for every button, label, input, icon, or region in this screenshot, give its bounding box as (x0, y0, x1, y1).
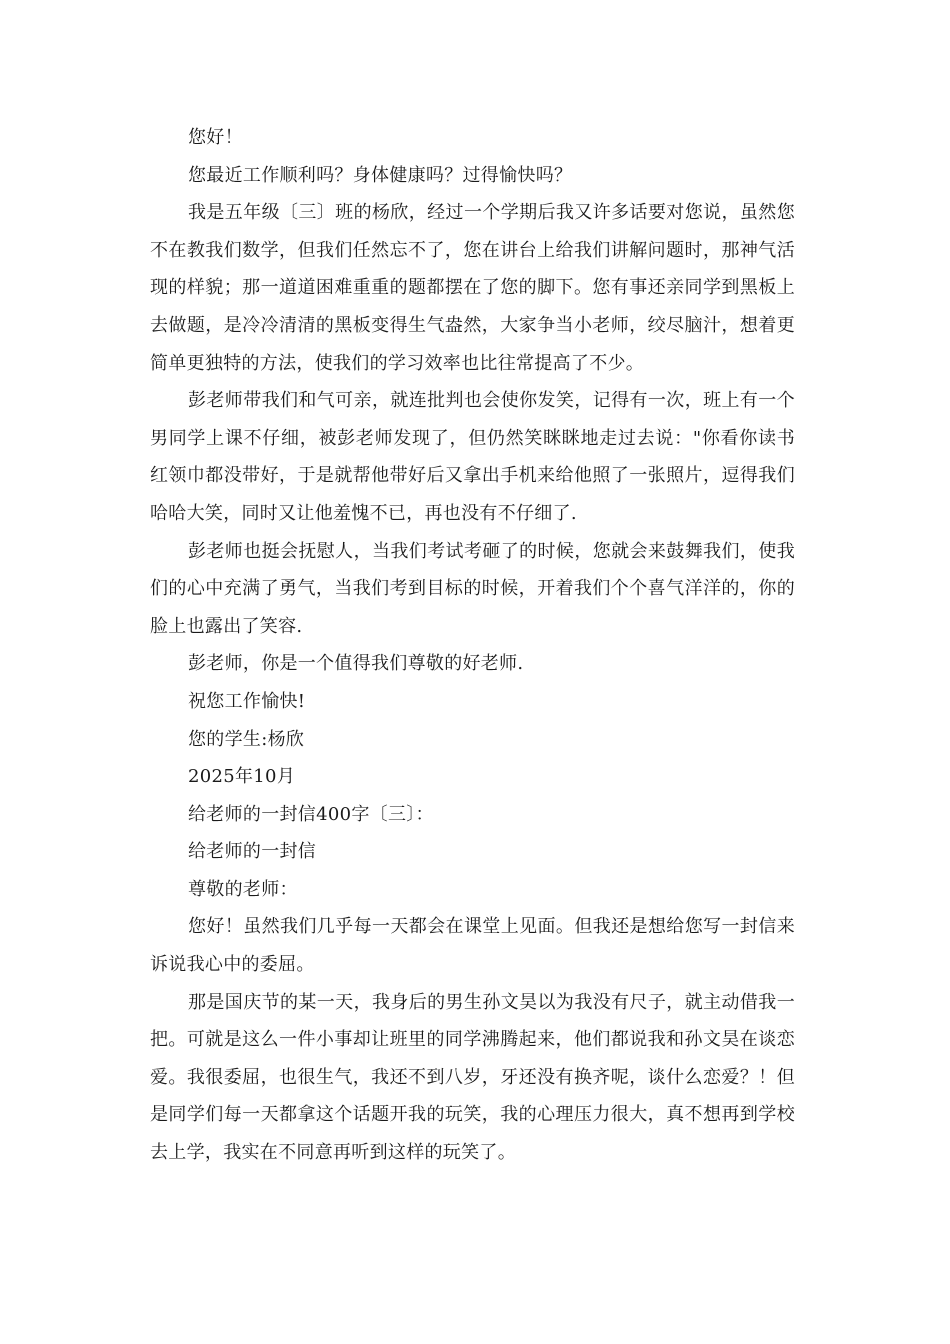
body-paragraph: 彭老师带我们和气可亲，就连批判也会使你发笑，记得有一次，班上有一个男同学上课不仔细，被彭老师发现了，但仍然笑眯眯地走过去说："你看你读书红领巾都没带好，于是就帮他带好后又拿出手机来给他照了一张照片，逗得我们哈哈大笑，同时又让他羞愧不已，再也没有不仔细了. (150, 390, 795, 524)
signature: 您的学生:杨欣 (188, 728, 305, 750)
body-paragraph: 我是五年级〔三〕班的杨欣，经过一个学期后我又许多话要对您说，虽然您不在教我们数学，但我们任然忘不了，您在讲台上给我们讲解问题时，那神气活现的样貌；那一道道困难重重的题都摆在了您的脚下。您有事还亲同学到黑板上去做题，是冷冷清清的黑板变得生气盎然，大家争当小老师，绞尽脑汁，想着更简单更独特的方法，使我们的学习效率也比往常提高了不少。 (150, 202, 795, 374)
salutation: 尊敬的老师： (188, 878, 298, 900)
letter-title: 给老师的一封信 (188, 841, 317, 863)
body-paragraph: 彭老师也挺会抚慰人，当我们考试考砸了的时候，您就会来鼓舞我们，使我们的心中充满了勇气，当我们考到目标的时候，开着我们个个喜气洋洋的，你的脸上也露出了笑容. (150, 540, 795, 637)
letter-date: 2025年10月 (188, 766, 296, 788)
document-body (150, 119, 795, 1172)
inquiry-paragraph: 您最近工作顺利吗？身体健康吗？过得愉快吗？ (188, 164, 573, 186)
body-paragraph: 那是国庆节的某一天，我身后的男生孙文昊以为我没有尺子，就主动借我一把。可就是这么一件小事却让班里的同学沸腾起来，他们都说我和孙文昊在谈恋爱。我很委屈，也很生气，我还不到八岁，牙还没有换齐呢，谈什么恋爱？！但是同学们每一天都拿这个话题开我的玩笑，我的心理压力很大，真不想再到学校去上学，我实在不同意再听到这样的玩笑了。 (150, 991, 795, 1164)
section-heading: 给老师的一封信400字〔三〕： (188, 803, 434, 825)
body-paragraph: 彭老师，你是一个值得我们尊敬的好老师. (188, 653, 524, 675)
greeting-paragraph: 您好！ (188, 127, 243, 148)
body-paragraph: 您好！虽然我们几乎每一天都会在课堂上见面。但我还是想给您写一封信来诉说我心中的委屈。 (150, 916, 795, 976)
closing-wish: 祝您工作愉快! (188, 690, 306, 712)
